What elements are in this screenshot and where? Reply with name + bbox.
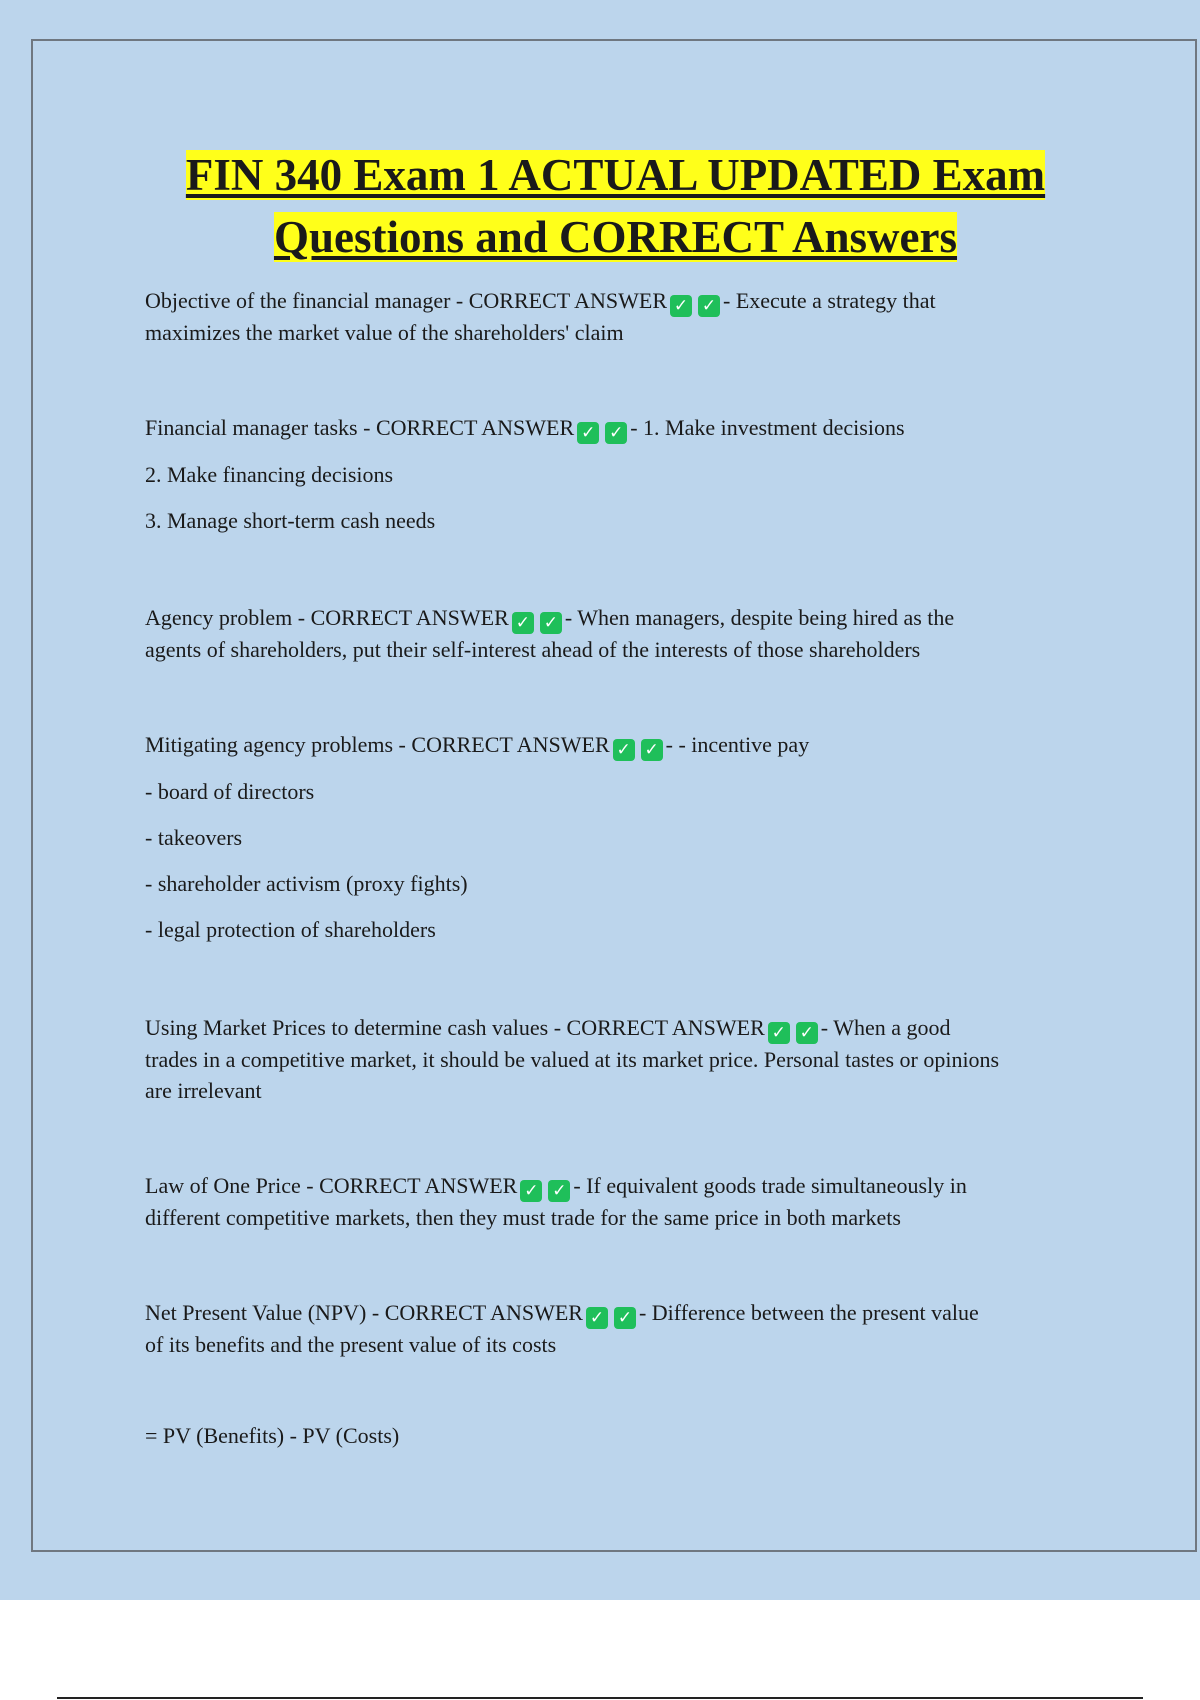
qa-answer-line: trades in a competitive market, it should be valued at its market price. Personal tastes or opinions xyxy=(145,1047,1000,1072)
qa-first-line xyxy=(145,1297,1095,1329)
title-line-2: Questions and CORRECT Answers xyxy=(273,212,958,262)
check-mark-icon: ✓ xyxy=(605,422,627,444)
qa-answer: - When managers, despite being hired as the xyxy=(564,605,955,630)
npv-formula xyxy=(145,1420,1095,1451)
qa-answer: - Difference between the present value xyxy=(638,1300,979,1325)
qa-first-line xyxy=(145,1170,1095,1202)
qa-entry xyxy=(145,285,1095,348)
qa-first-line xyxy=(145,285,1095,317)
check-mark-icon: ✓ xyxy=(796,1022,818,1044)
qa-first-line xyxy=(145,602,1095,634)
qa-answer-line: maximizes the market value of the shareholders' claim xyxy=(145,320,624,345)
qa-term: Net Present Value (NPV) - xyxy=(145,1300,385,1325)
qa-entry xyxy=(145,1012,1095,1106)
answer-marker: CORRECT ANSWER xyxy=(566,1015,765,1040)
check-mark-icon: ✓ xyxy=(641,739,663,761)
qa-term: Objective of the financial manager - xyxy=(145,288,469,313)
qa-term: Law of One Price - xyxy=(145,1173,320,1198)
qa-answer-line: agents of shareholders, put their self-interest ahead of the interests of those shareholders xyxy=(145,637,921,662)
qa-first-line xyxy=(145,729,1095,761)
qa-answer-line: are irrelevant xyxy=(145,1078,262,1103)
answer-marker: CORRECT ANSWER xyxy=(319,1173,518,1198)
check-mark-icon: ✓ xyxy=(540,612,562,634)
qa-answer-line: 3. Manage short-term cash needs xyxy=(145,508,436,533)
check-mark-icon: ✓ xyxy=(520,1180,542,1202)
qa-answer: - 1. Make investment decisions xyxy=(630,415,905,440)
formula-text: = PV (Benefits) - PV (Costs) xyxy=(145,1423,400,1448)
qa-first-line xyxy=(145,412,1095,444)
check-mark-icon: ✓ xyxy=(548,1180,570,1202)
qa-answer: - Execute a strategy that xyxy=(723,288,936,313)
check-mark-icon: ✓ xyxy=(577,422,599,444)
qa-term: Agency problem - xyxy=(145,605,311,630)
qa-answer: - When a good xyxy=(820,1015,951,1040)
qa-term: Mitigating agency problems - xyxy=(145,732,412,757)
check-mark-icon: ✓ xyxy=(512,612,534,634)
qa-answer: - - incentive pay xyxy=(665,732,810,757)
qa-term: Using Market Prices to determine cash values - xyxy=(145,1015,567,1040)
qa-answer-line: 2. Make financing decisions xyxy=(145,462,394,487)
qa-answer: - If equivalent goods trade simultaneously in xyxy=(573,1173,967,1198)
answer-marker: CORRECT ANSWER xyxy=(375,415,575,440)
document-title xyxy=(60,144,1171,268)
check-mark-icon: ✓ xyxy=(698,295,720,317)
check-mark-icon: ✓ xyxy=(614,1307,636,1329)
answer-marker: CORRECT ANSWER xyxy=(468,288,667,313)
check-mark-icon: ✓ xyxy=(670,295,692,317)
page-divider xyxy=(57,1697,1143,1699)
check-mark-icon: ✓ xyxy=(768,1022,790,1044)
answer-marker: CORRECT ANSWER xyxy=(411,732,610,757)
check-mark-icon: ✓ xyxy=(586,1307,608,1329)
qa-answer-line: different competitive markets, then they must trade for the same price in both markets xyxy=(145,1205,901,1230)
qa-entry xyxy=(145,729,1095,945)
qa-answer-line: - shareholder activism (proxy fights) xyxy=(145,871,468,896)
qa-answer-line: of its benefits and the present value of its costs xyxy=(145,1332,557,1357)
qa-entry xyxy=(145,1297,1095,1360)
qa-first-line xyxy=(145,1012,1095,1044)
qa-entry xyxy=(145,602,1095,665)
check-mark-icon: ✓ xyxy=(613,739,635,761)
qa-answer-line: - legal protection of shareholders xyxy=(145,917,436,942)
answer-marker: CORRECT ANSWER xyxy=(384,1300,583,1325)
qa-entry xyxy=(145,412,1095,536)
qa-entry xyxy=(145,1170,1095,1233)
answer-marker: CORRECT ANSWER xyxy=(310,605,509,630)
qa-answer-line: - takeovers xyxy=(145,825,243,850)
title-line-1: FIN 340 Exam 1 ACTUAL UPDATED Exam xyxy=(185,150,1046,200)
qa-answer-line: - board of directors xyxy=(145,779,315,804)
qa-term: Financial manager tasks - xyxy=(145,415,376,440)
